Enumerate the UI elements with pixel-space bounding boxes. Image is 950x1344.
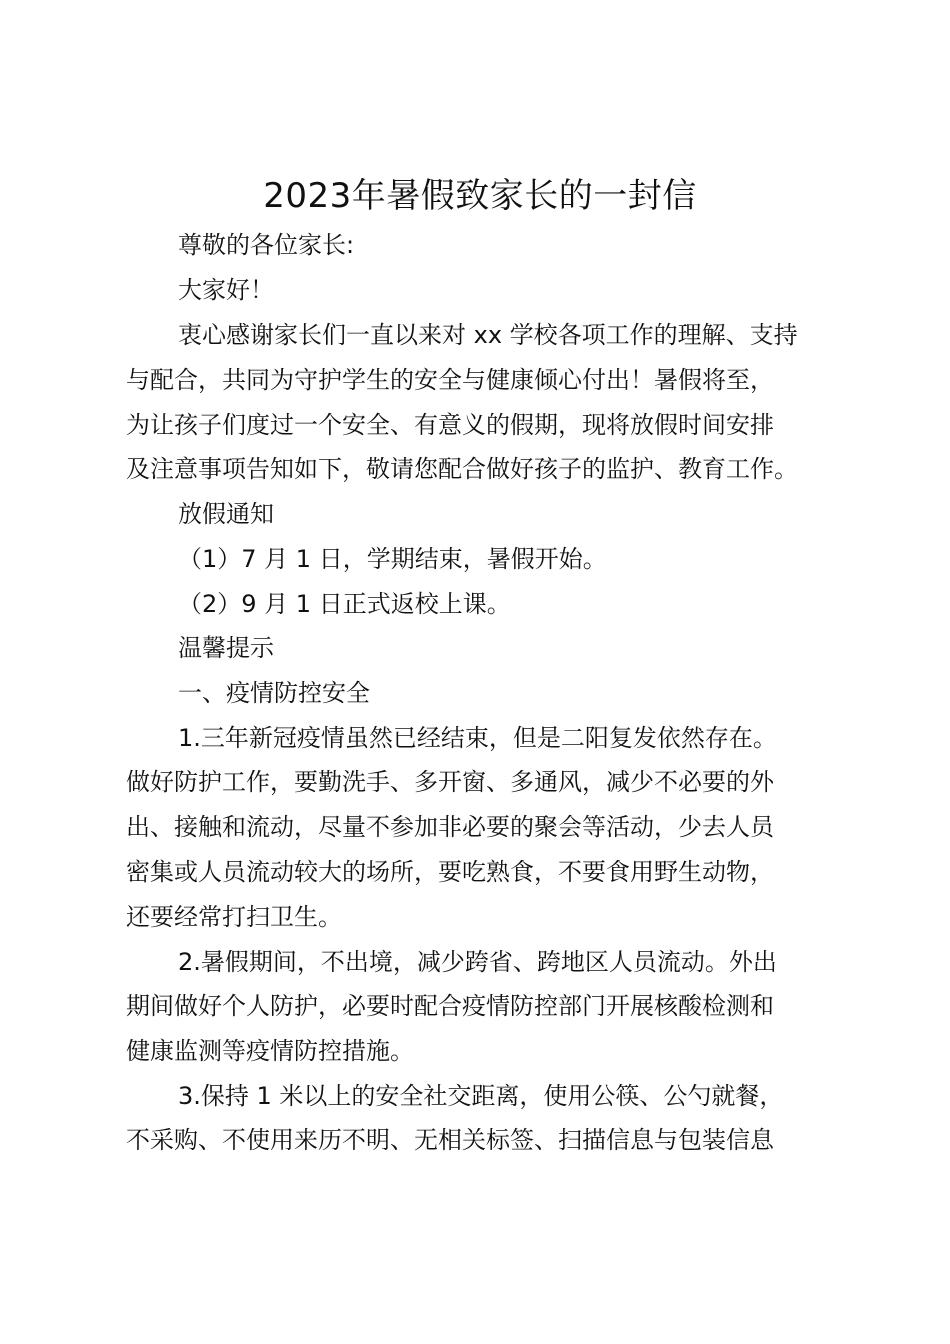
point2-line: 期间做好个人防护，必要时配合疫情防控部门开展核酸检测和 xyxy=(126,992,774,1020)
point1-line: 密集或人员流动较大的场所，要吃熟食，不要食用野生动物， xyxy=(126,858,774,886)
salutation: 尊敬的各位家长: xyxy=(178,231,355,259)
point2-line: 健康监测等疫情防控措施。 xyxy=(126,1037,414,1065)
intro-line: 衷心感谢家长们一直以来对 xx 学校各项工作的理解、支持 xyxy=(178,321,798,349)
intro-line: 为让孩子们度过一个安全、有意义的假期，现将放假时间安排 xyxy=(126,411,774,439)
intro-line: 与配合，共同为守护学生的安全与健康倾心付出！暑假将至， xyxy=(126,366,774,394)
point3-line: 3.保持 1 米以上的安全社交距离，使用公筷、公勺就餐， xyxy=(178,1082,784,1110)
point1-line: 出、接触和流动，尽量不参加非必要的聚会等活动，少去人员 xyxy=(126,813,774,841)
point3-line: 不采购、不使用来历不明、无相关标签、扫描信息与包装信息 xyxy=(126,1126,774,1154)
notice-heading: 放假通知 xyxy=(178,500,274,528)
notice-item: （1）7 月 1 日，学期结束，暑假开始。 xyxy=(178,545,607,573)
point1-line: 1.三年新冠疫情虽然已经结束，但是二阳复发依然存在。 xyxy=(178,724,777,752)
tips-heading: 温馨提示 xyxy=(178,634,274,662)
section-heading: 一、疫情防控安全 xyxy=(178,679,370,707)
point1-line: 做好防护工作，要勤洗手、多开窗、多通风，减少不必要的外 xyxy=(126,768,774,796)
greeting: 大家好！ xyxy=(178,276,274,304)
point1-line: 还要经常打扫卫生。 xyxy=(126,903,342,931)
intro-line: 及注意事项告知如下，敬请您配合做好孩子的监护、教育工作。 xyxy=(126,455,798,483)
point2-line: 2.暑假期间，不出境，减少跨省、跨地区人员流动。外出 xyxy=(178,948,777,976)
notice-item: （2）9 月 1 日正式返校上课。 xyxy=(178,590,511,618)
letter-title: 2023年暑假致家长的一封信 xyxy=(263,176,697,216)
